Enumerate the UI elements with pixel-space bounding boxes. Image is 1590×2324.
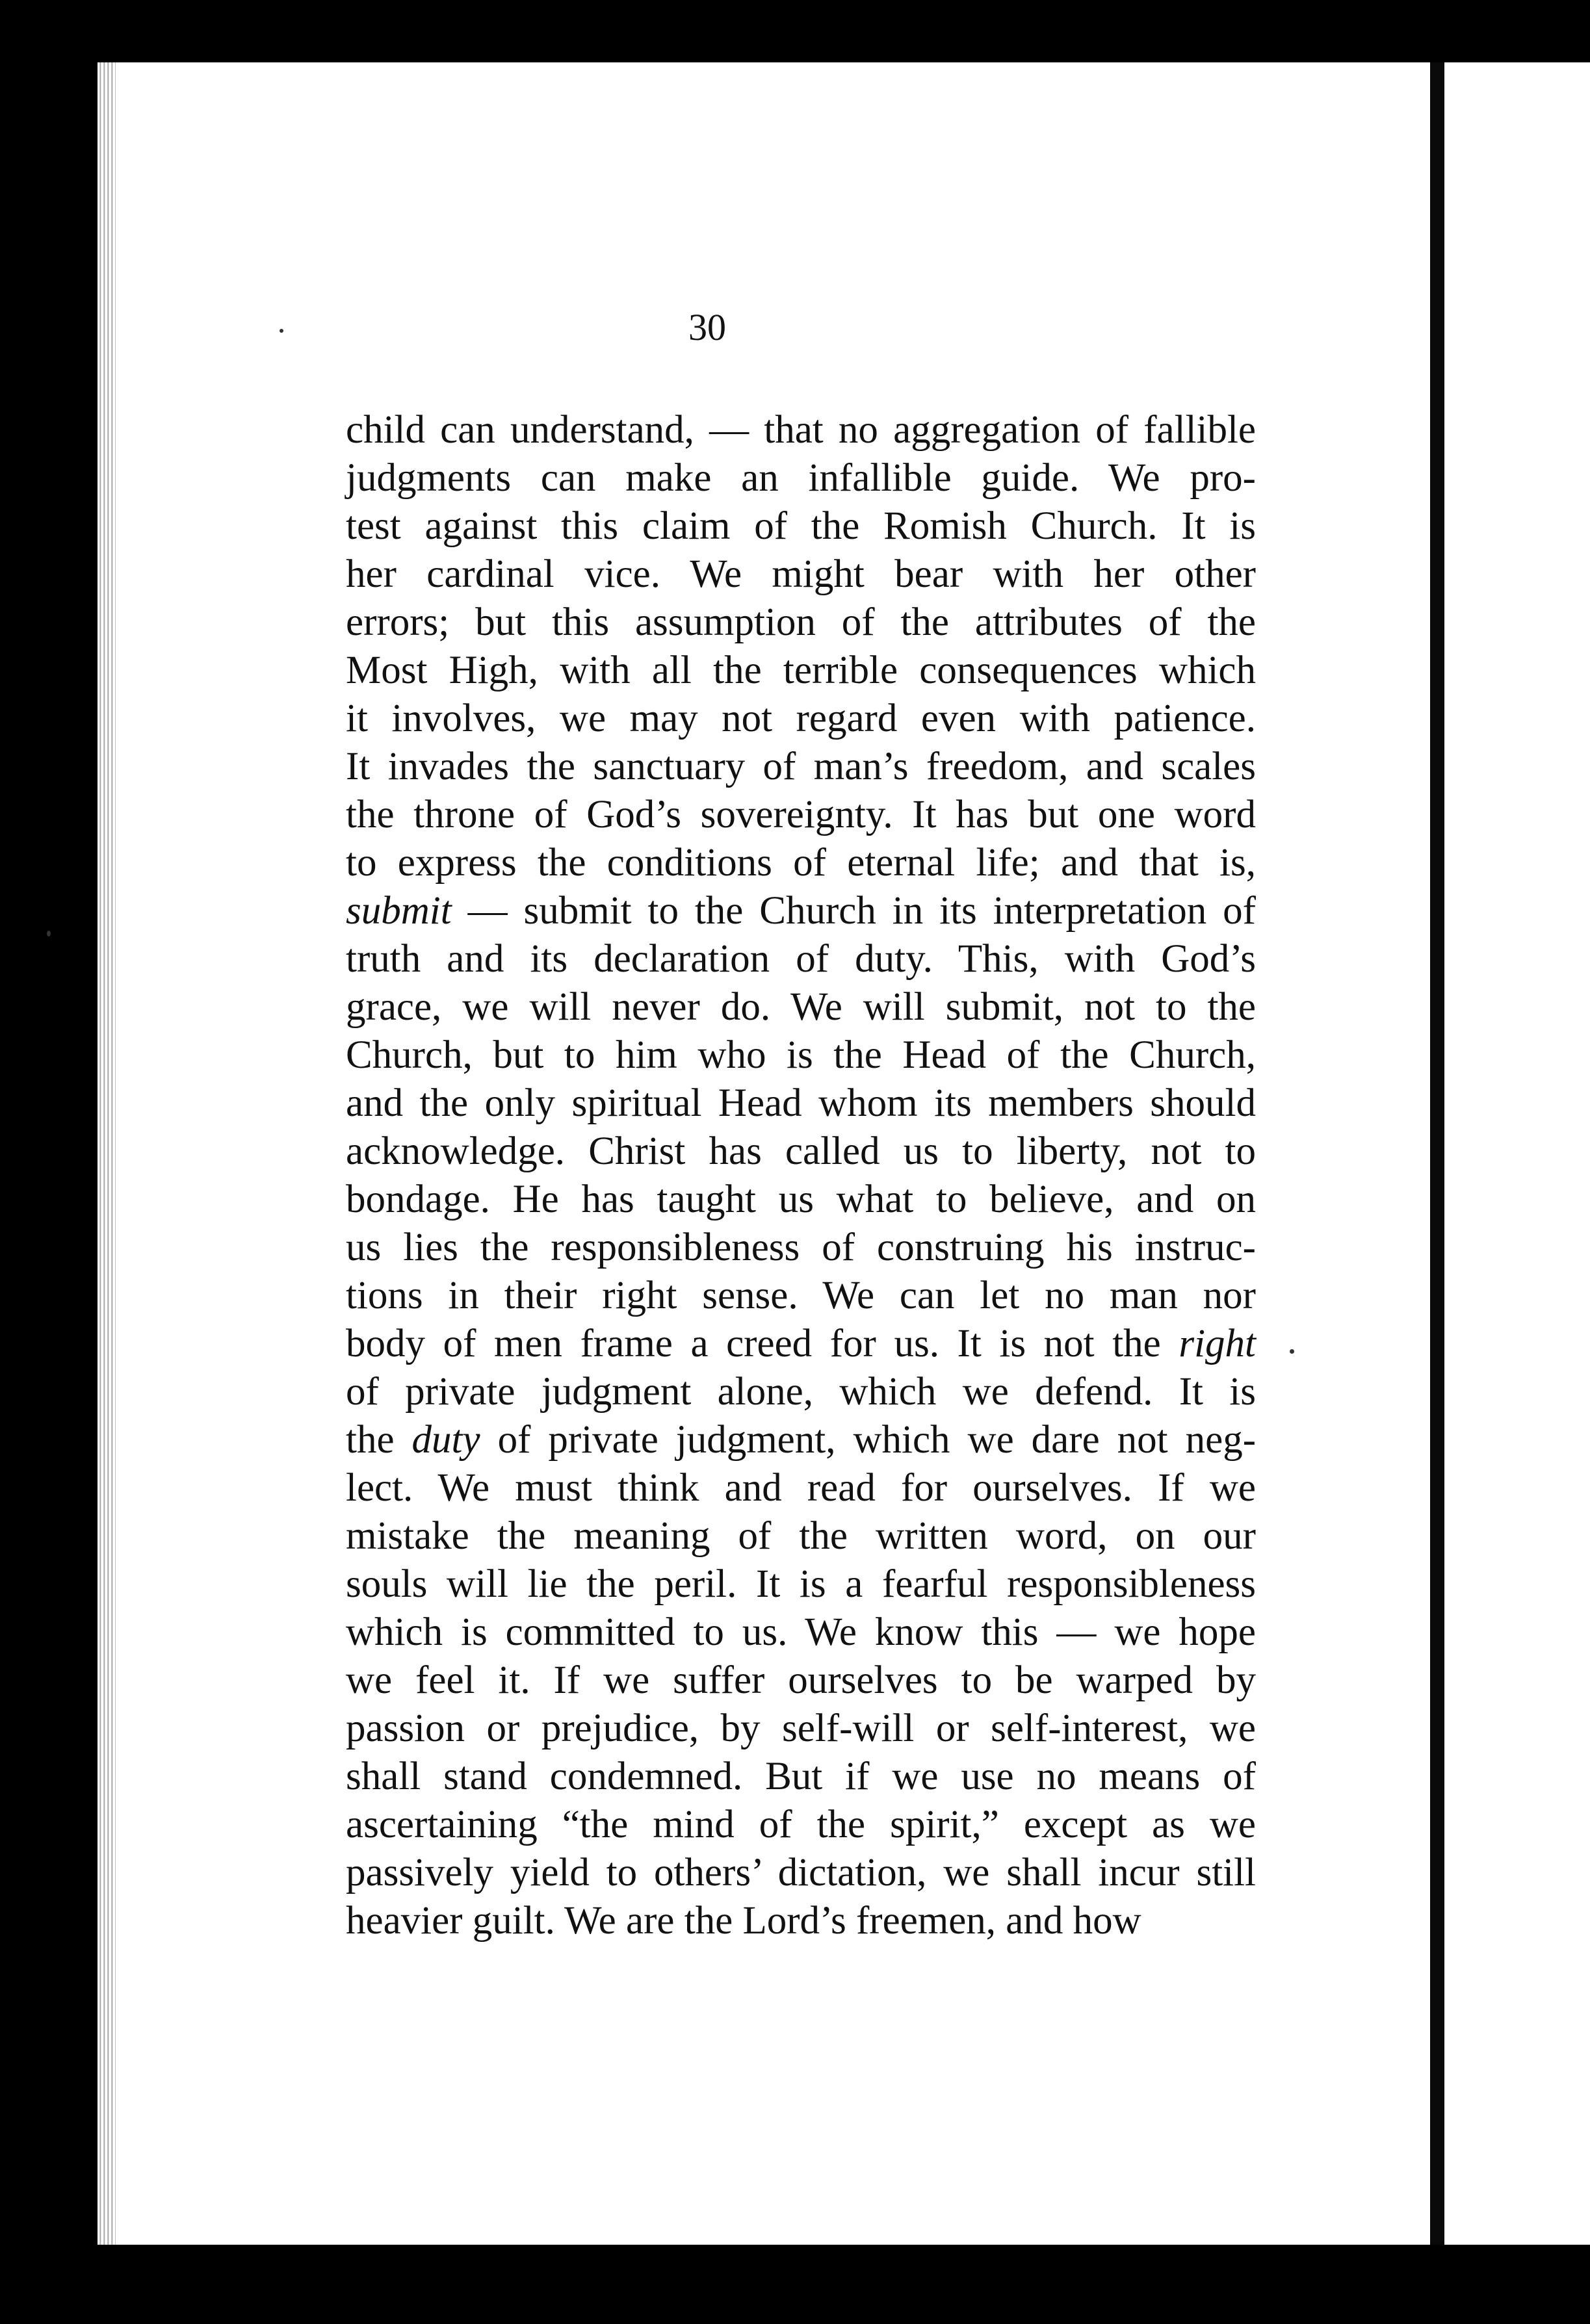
line-text: passively yield to others’ dictation, we shall incur still: [346, 1851, 1256, 1894]
page-gutter: [1430, 62, 1444, 2245]
line-text: Most High, with all the terrible consequences which: [346, 649, 1256, 692]
line-text: us lies the responsibleness of construing his instruc-: [346, 1226, 1256, 1269]
text-line: [346, 1416, 1256, 1464]
text-line: [346, 1464, 1256, 1512]
text-line: [346, 1608, 1256, 1657]
text-line: [346, 1897, 1256, 1945]
line-text: acknowledge. Christ has called us to liberty, not to: [346, 1130, 1256, 1173]
text-line: [346, 1224, 1256, 1272]
facing-page-edge: [1444, 62, 1590, 2245]
text-line: [346, 839, 1256, 887]
margin-speck: [1290, 1349, 1294, 1354]
line-text: truth and its declaration of duty. This, with God’s: [346, 937, 1256, 981]
text-line: [346, 1031, 1256, 1079]
text-line: [346, 791, 1256, 839]
line-text: her cardinal vice. We might bear with her other: [346, 552, 1256, 596]
italic-word: duty: [411, 1418, 480, 1462]
text-line: [346, 743, 1256, 791]
margin-speck: [47, 931, 51, 936]
line-text: — submit to the Church in its interpretation of: [451, 889, 1256, 933]
line-text: we feel it. If we suffer ourselves to be warped by: [346, 1659, 1256, 1702]
text-line: [346, 1512, 1256, 1560]
text-line: [346, 550, 1256, 599]
text-line: [346, 454, 1256, 502]
line-text: grace, we will never do. We will submit, not to the: [346, 985, 1256, 1029]
line-text: of private judgment, which we dare not neg-: [480, 1418, 1257, 1462]
text-line: [346, 1176, 1256, 1224]
text-line: [346, 1320, 1256, 1368]
line-text: It invades the sanctuary of man’s freedom, and scales: [346, 745, 1256, 788]
text-line: [346, 1079, 1256, 1128]
line-text: tions in their right sense. We can let no man nor: [346, 1274, 1256, 1317]
text-line: [346, 983, 1256, 1031]
italic-word: right: [1179, 1322, 1256, 1365]
line-text: lect. We must think and read for ourselves. If we: [346, 1466, 1256, 1510]
line-text: mistake the meaning of the written word, on our: [346, 1514, 1256, 1558]
text-line: [346, 1128, 1256, 1176]
text-line: [346, 887, 1256, 935]
line-text: child can understand, — that no aggregation of fallible: [346, 408, 1256, 452]
line-text: bondage. He has taught us what to believe, and on: [346, 1178, 1256, 1221]
line-text: the: [346, 1418, 412, 1462]
text-line: [346, 935, 1256, 983]
line-text: which is committed to us. We know this — we hope: [346, 1610, 1256, 1654]
text-line: [346, 1560, 1256, 1608]
line-text: judgments can make an infallible guide. We pro-: [346, 456, 1256, 500]
body-text: [346, 406, 1256, 1945]
line-text: ascertaining “the mind of the spirit,” except as we: [346, 1803, 1256, 1846]
line-text: shall stand condemned. But if we use no means of: [346, 1755, 1256, 1798]
text-line: [346, 1272, 1256, 1320]
line-text: Church, but to him who is the Head of the Church,: [346, 1033, 1256, 1077]
line-text: of private judgment alone, which we defend. It is: [346, 1370, 1256, 1414]
italic-word: submit: [346, 889, 452, 933]
line-text: it involves, we may not regard even with patience.: [346, 697, 1256, 740]
text-line: [346, 1801, 1256, 1849]
text-line: [346, 406, 1256, 454]
text-line: [346, 1753, 1256, 1801]
line-text: passion or prejudice, by self-will or self-interest, we: [346, 1707, 1256, 1750]
text-line: [346, 599, 1256, 647]
line-text: to express the conditions of eternal life; and that is,: [346, 841, 1256, 884]
margin-speck: [280, 329, 283, 333]
line-text: body of men frame a creed for us. It is not the: [346, 1322, 1179, 1365]
line-text: souls will lie the peril. It is a fearful responsibleness: [346, 1562, 1256, 1606]
text-line: [346, 1368, 1256, 1416]
line-text: errors; but this assumption of the attributes of the: [346, 600, 1256, 644]
line-text: and the only spiritual Head whom its members should: [346, 1081, 1256, 1125]
line-text: the throne of God’s sovereignty. It has but one word: [346, 793, 1256, 836]
text-line: [346, 1849, 1256, 1897]
text-line: [346, 695, 1256, 743]
text-line: [346, 647, 1256, 695]
text-line: [346, 1705, 1256, 1753]
text-line: [346, 1657, 1256, 1705]
page-number: 30: [688, 306, 726, 348]
line-text: test against this claim of the Romish Church. It is: [346, 504, 1256, 548]
text-line: [346, 502, 1256, 550]
line-text: heavier guilt. We are the Lord’s freemen, and how: [346, 1899, 1141, 1943]
